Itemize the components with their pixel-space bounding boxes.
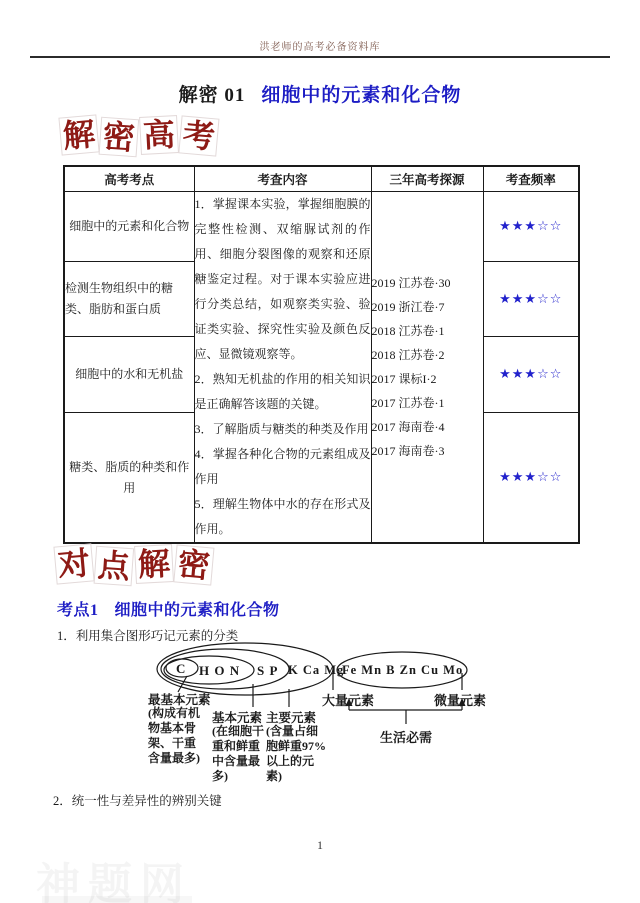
- stamp-duidian-jiemi: [55, 543, 215, 587]
- label-life-essential: 生活必需: [380, 730, 433, 745]
- column-header-source: 三年高考探源: [371, 166, 483, 192]
- watermark-text: [36, 848, 192, 903]
- sources-cell: [371, 192, 483, 544]
- section-title: 细胞中的元素和化合物: [114, 602, 280, 619]
- element-group-kcamg: K Ca Mg: [288, 663, 345, 677]
- label-main: 主要元素: [266, 711, 317, 725]
- source-item: 2017 海南卷·4: [371, 420, 445, 434]
- element-group-trace: Fe Mn B Zn Cu Mo: [342, 663, 464, 677]
- stamp-char: 密: [99, 117, 140, 158]
- title-main: 细胞中的元素和化合物: [261, 85, 462, 106]
- star-rating: ★★★☆☆: [483, 337, 579, 413]
- element-group-sp: S P: [257, 663, 279, 678]
- element-group-c: C: [176, 661, 187, 676]
- label-most-basic: 最基本元素: [148, 693, 211, 707]
- stamp-char: 考: [178, 115, 219, 156]
- table-header-row: [64, 166, 579, 192]
- exam-analysis-table: [63, 165, 580, 544]
- source-item: 2017 海南卷·3: [371, 444, 445, 458]
- content-cell: [194, 192, 371, 544]
- stamp-char: 解: [134, 544, 174, 584]
- site-header: 洪老师的高考必备资料库: [259, 42, 381, 53]
- topic-cell: 糖类、脂质的种类和作用: [64, 413, 194, 543]
- table-row: [64, 192, 579, 262]
- list-item-2: 2．统一性与差异性的辨别关键: [53, 794, 222, 808]
- label-basic: 基本元素: [212, 711, 263, 725]
- topic-cell: 细胞中的元素和化合物: [64, 192, 194, 262]
- column-header-content: 考查内容: [194, 166, 371, 192]
- header-divider: [30, 56, 610, 58]
- source-item: 2018 江苏卷·1: [371, 324, 445, 338]
- label-basic-desc: (在细胞干重和鲜重中含量最多): [212, 724, 264, 783]
- source-item: 2019 江苏卷·30: [371, 276, 451, 290]
- content-item: 4．掌握各种化合物的元素组成及作用: [194, 447, 371, 486]
- content-item: 1．掌握课本实验，掌握细胞膜的完整性检测、双缩脲试剂的作用、细胞分裂图像的观察和还原糖鉴定过程。对于课本实验应进行分类总结，如观察类实验、验证类实验、探究性实验及颜色反应、显微镜观察等。: [194, 197, 371, 361]
- document-title: [0, 80, 640, 107]
- column-header-frequency: 考查频率: [483, 166, 579, 192]
- label-most-basic-desc: (构成有机物基本骨架、干重含量最多): [148, 706, 200, 765]
- page-number: 1: [317, 838, 323, 852]
- stamp-char: 点: [94, 546, 135, 587]
- stamp-char: 解: [58, 114, 99, 155]
- source-item: 2019 浙江卷·7: [371, 300, 445, 314]
- element-classification-diagram: [138, 640, 518, 802]
- title-prefix: 解密 01: [178, 85, 246, 106]
- stamp-char: 高: [139, 115, 179, 155]
- content-item: 3．了解脂质与糖类的种类及作用: [194, 422, 369, 436]
- list-item-1: 1．利用集合图形巧记元素的分类: [57, 629, 239, 643]
- section-heading: [57, 597, 280, 620]
- stamp-char: 对: [53, 543, 94, 584]
- source-item: 2018 江苏卷·2: [371, 348, 445, 362]
- content-item: 2．熟知无机盐的作用的相关知识是正确解答该题的关键。: [194, 372, 371, 411]
- star-rating: ★★★☆☆: [483, 262, 579, 337]
- source-item: 2017 江苏卷·1: [371, 396, 445, 410]
- label-trace-elements: 微量元素: [434, 693, 487, 708]
- element-group-hon: H O N: [199, 663, 241, 678]
- content-item: 5．理解生物体中水的存在形式及作用。: [194, 497, 371, 536]
- topic-cell: 检测生物组织中的糖类、脂肪和蛋白质: [64, 262, 194, 337]
- source-item: 2017 课标I·2: [371, 372, 437, 386]
- label-main-desc: (含量占细胞鲜重97%以上的元素): [266, 724, 327, 783]
- star-rating: ★★★☆☆: [483, 413, 579, 543]
- column-header-topic: 高考考点: [64, 166, 194, 192]
- label-large-elements: 大量元素: [322, 693, 375, 708]
- stamp-jiemi-gaokao: [60, 114, 220, 158]
- star-rating: ★★★☆☆: [483, 192, 579, 262]
- section-label: 考点1: [57, 602, 99, 619]
- watermark-subline: [42, 896, 192, 903]
- stamp-char: 密: [173, 544, 214, 585]
- topic-cell: 细胞中的水和无机盐: [64, 337, 194, 413]
